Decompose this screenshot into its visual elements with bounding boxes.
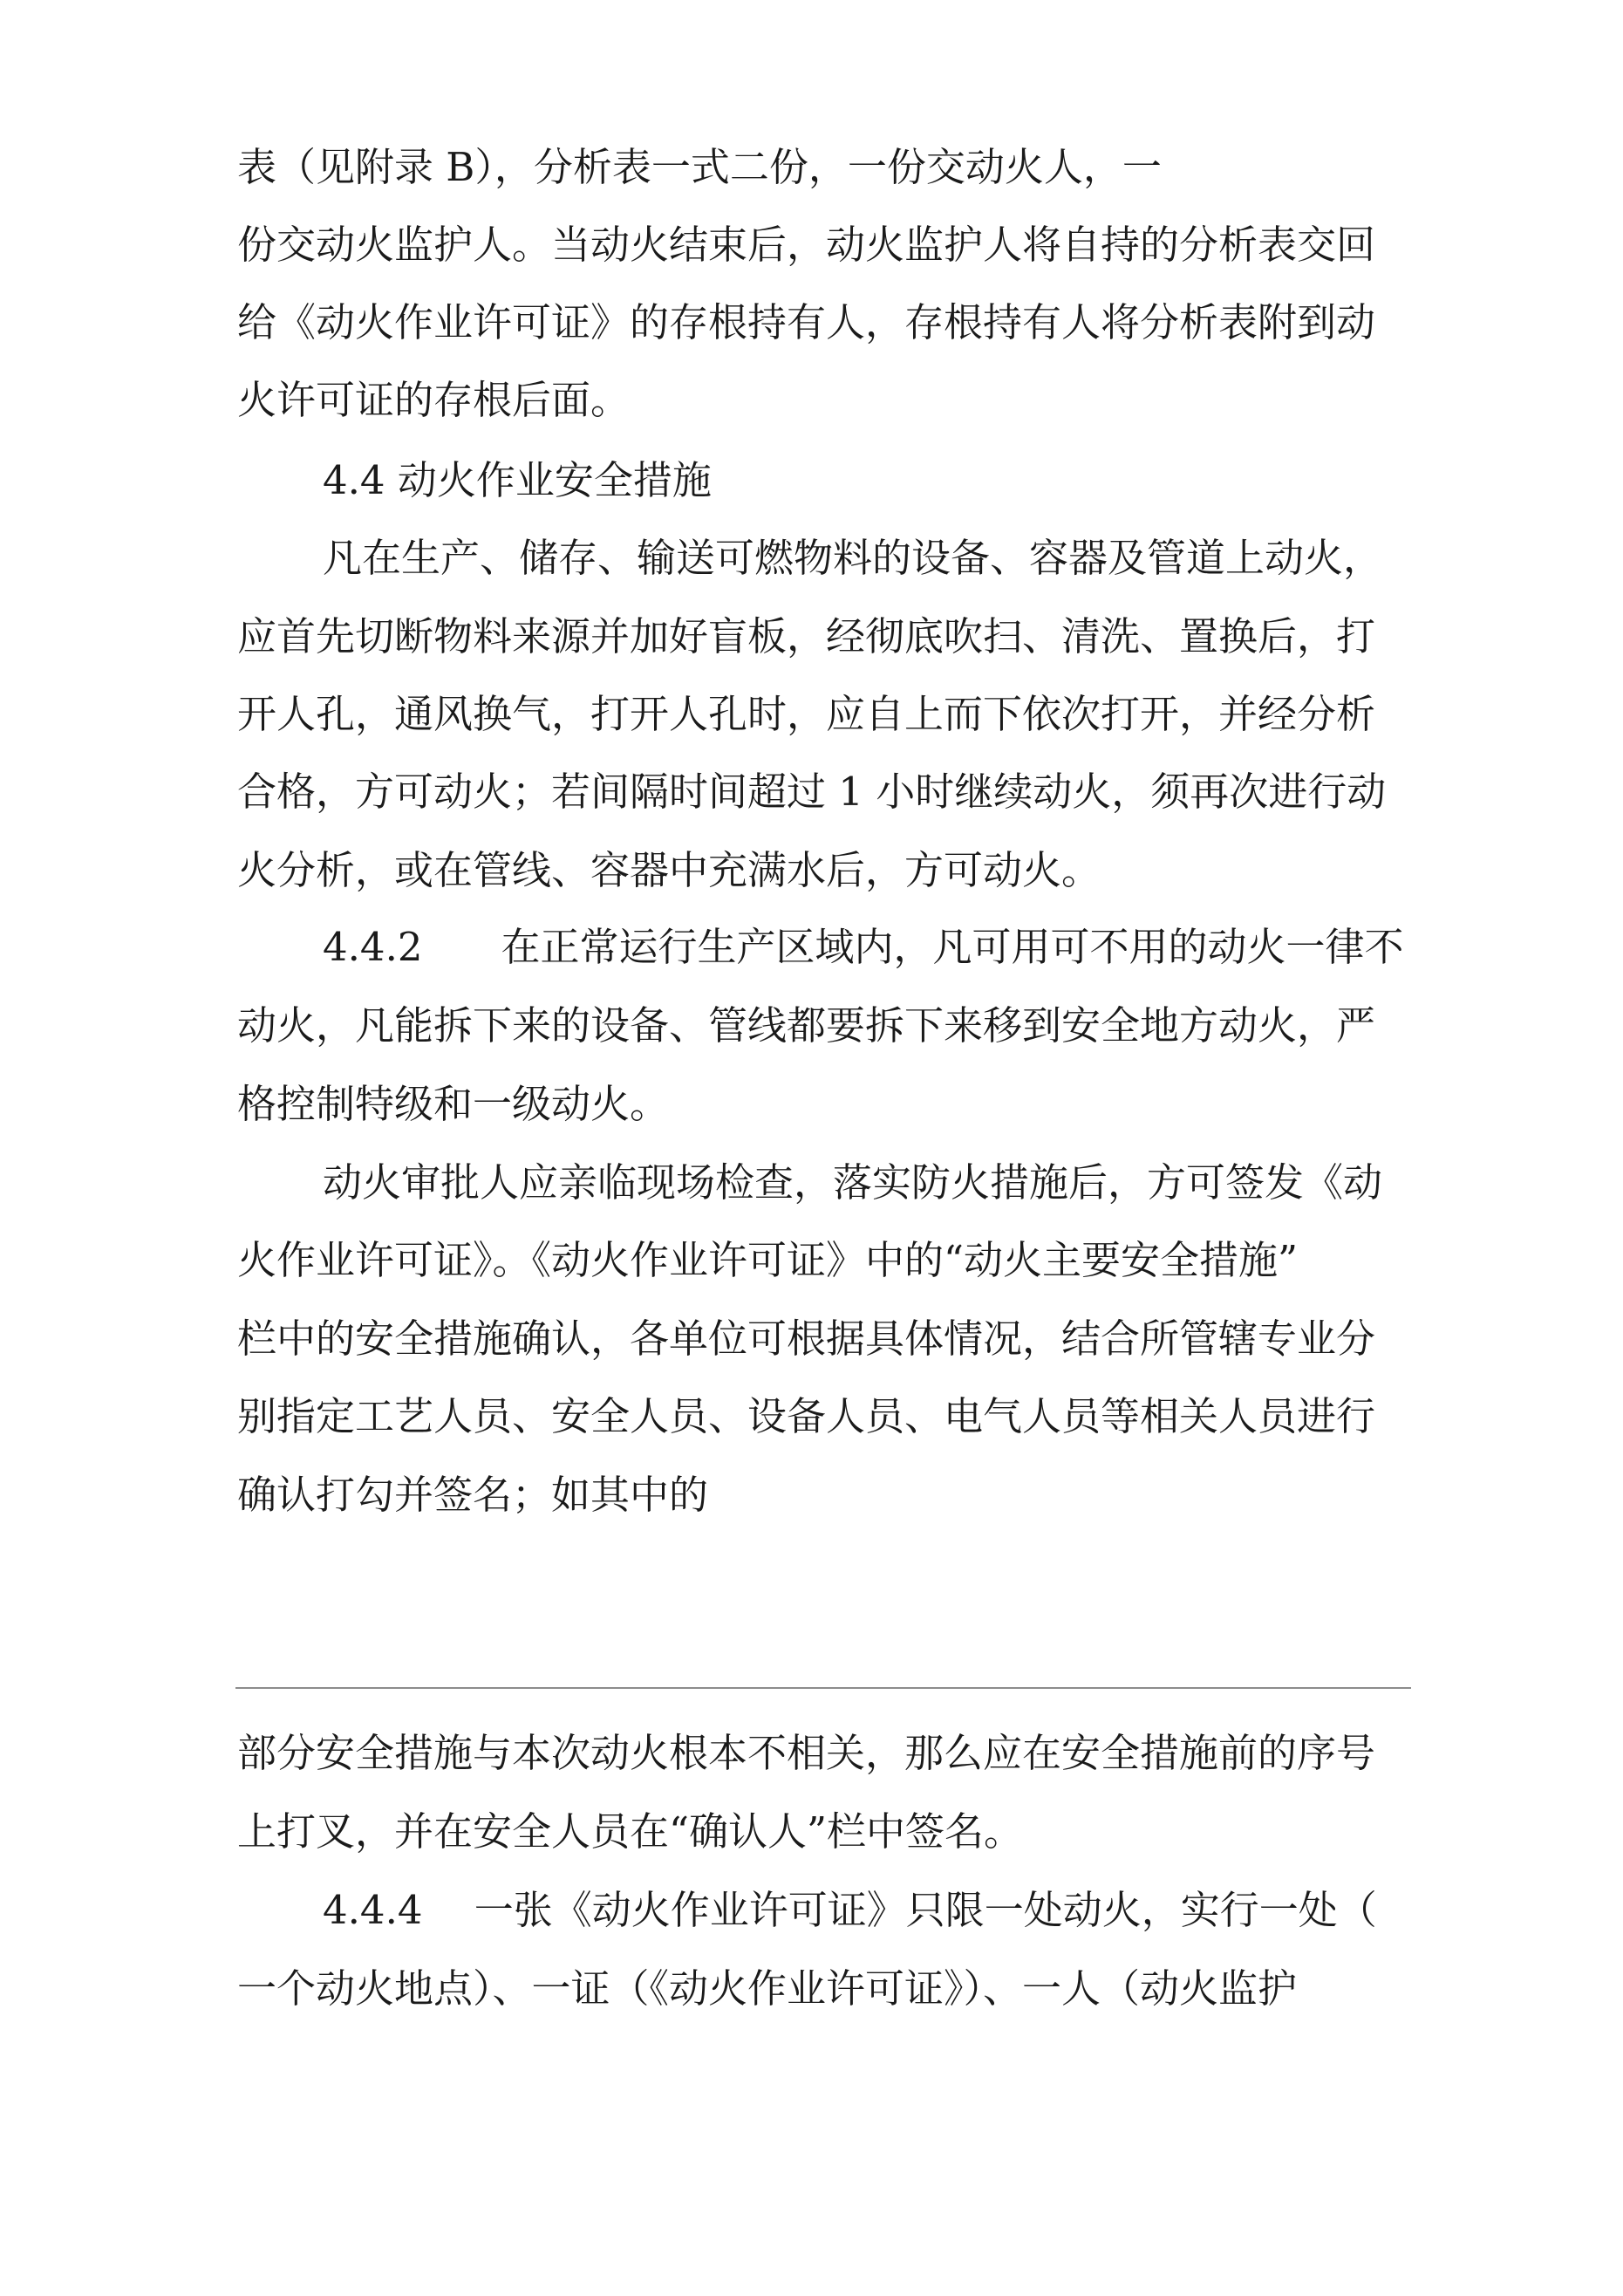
- clause-4-4-4: 4.4.4 一张《动火作业许可证》只限一处动火，实行一处（: [323, 1887, 1377, 1933]
- horizontal-divider: [235, 1687, 1411, 1689]
- text-line: 表（见附录 B），分析表一式二份，一份交动火人，一: [237, 144, 1162, 190]
- text-line: 部分安全措施与本次动火根本不相关，那么应在安全措施前的序号: [237, 1730, 1376, 1776]
- section-heading-4-4: 4.4 动火作业安全措施: [323, 457, 712, 503]
- text-line: 开人孔，通风换气，打开人孔时，应自上而下依次打开，并经分析: [237, 691, 1376, 737]
- text-line: 确认打勾并签名；如其中的: [237, 1472, 709, 1518]
- text-line: 格控制特级和一级动火。: [237, 1081, 670, 1127]
- text-line: 栏中的安全措施确认，各单位可根据具体情况，结合所管辖专业分: [237, 1315, 1376, 1362]
- text-line: 一个动火地点）、一证（《动火作业许可证》）、一人（动火监护: [237, 1965, 1298, 2012]
- text-line: 份交动火监护人。当动火结束后，动火监护人将自持的分析表交回: [237, 222, 1376, 268]
- text-line: 火分析，或在管线、容器中充满水后，方可动火。: [237, 847, 1101, 893]
- text-line: 火作业许可证》。《动火作业许可证》中的“动火主要安全措施”: [237, 1237, 1299, 1283]
- text-line: 动火，凡能拆下来的设备、管线都要拆下来移到安全地方动火，严: [237, 1002, 1376, 1049]
- text-line: 动火审批人应亲临现场检查，落实防火措施后，方可签发《动: [323, 1159, 1383, 1206]
- text-line: 合格，方可动火；若间隔时间超过 1 小时继续动火，须再次进行动: [237, 769, 1387, 815]
- text-line: 别指定工艺人员、安全人员、设备人员、电气人员等相关人员进行: [237, 1393, 1376, 1439]
- text-line: 凡在生产、储存、输送可燃物料的设备、容器及管道上动火，: [323, 535, 1383, 581]
- text-line: 应首先切断物料来源并加好盲板，经彻底吹扫、清洗、置换后，打: [237, 613, 1376, 659]
- clause-4-4-2: 4.4.2 在正常运行生产区域内，凡可用可不用的动火一律不: [323, 924, 1404, 970]
- text-line: 给《动火作业许可证》的存根持有人，存根持有人将分析表附到动: [237, 299, 1376, 345]
- text-line: 火许可证的存根后面。: [237, 377, 631, 423]
- text-line: 上打叉，并在安全人员在“确认人”栏中签名。: [237, 1808, 1024, 1855]
